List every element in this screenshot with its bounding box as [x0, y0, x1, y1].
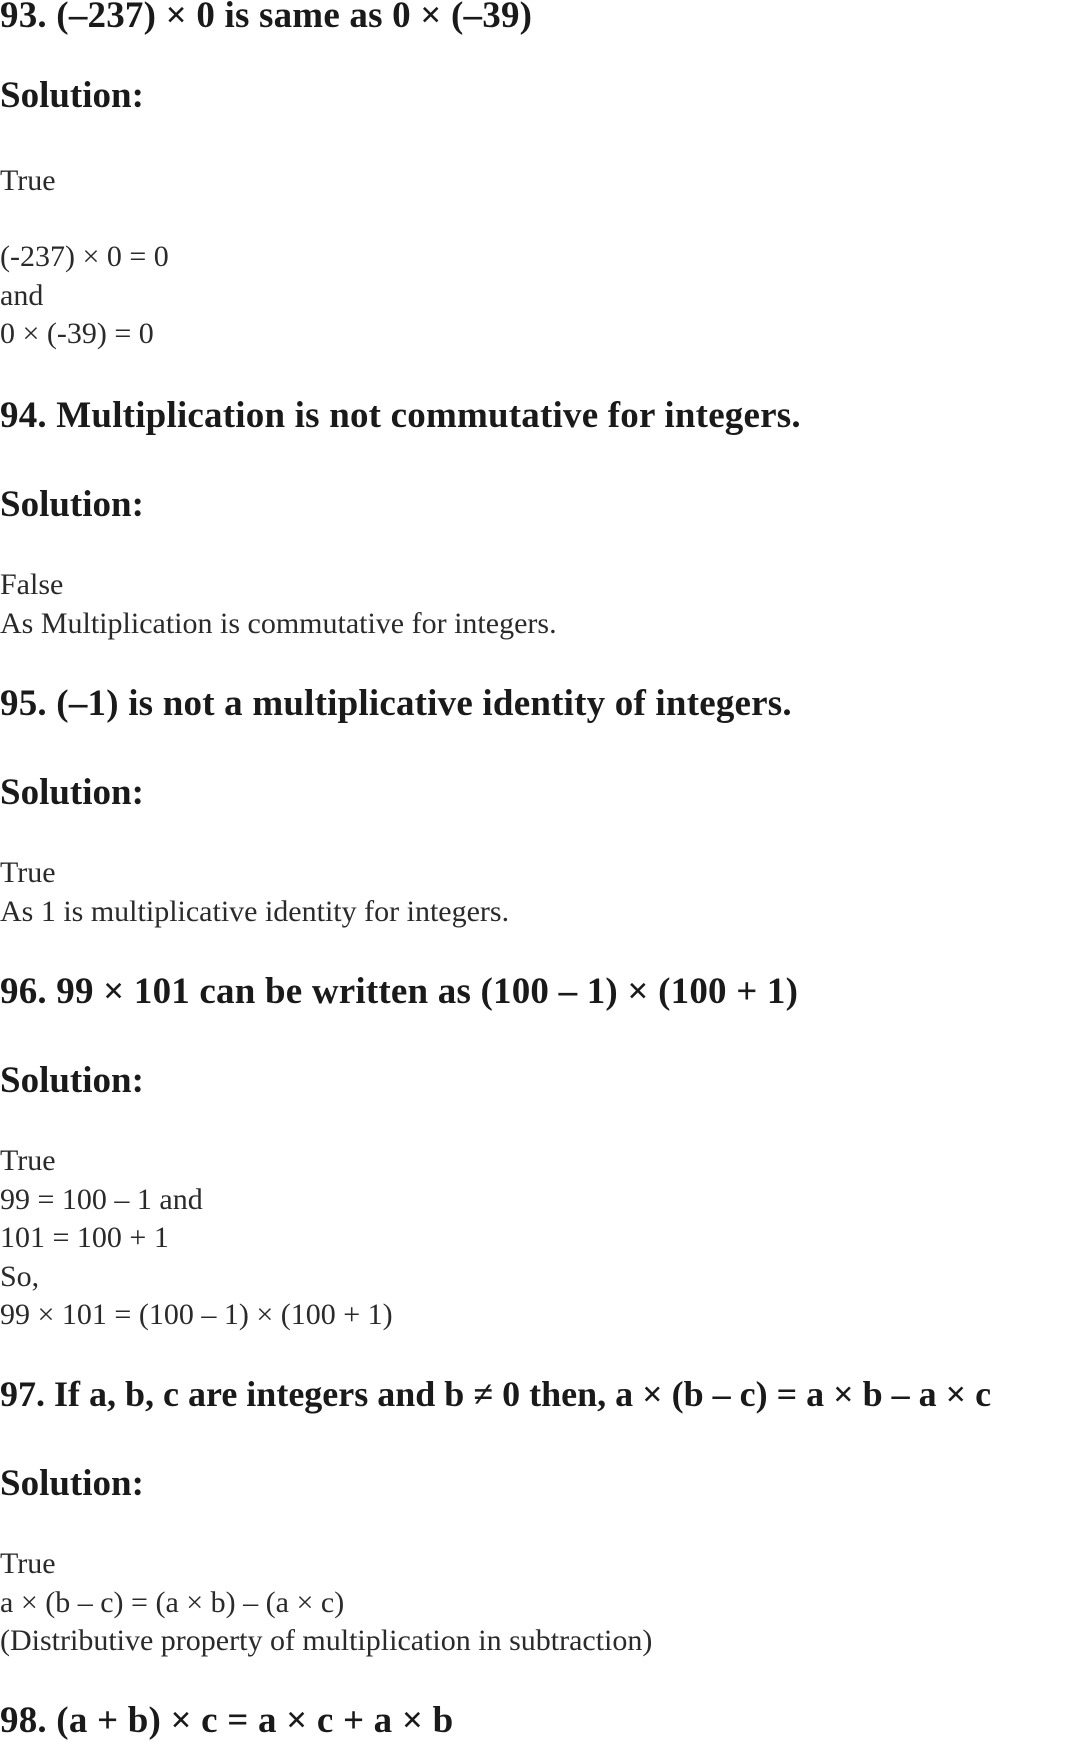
- question-93: 93. (–237) × 0 is same as 0 × (–39): [0, 0, 533, 36]
- solution-line: a × (b – c) = (a × b) – (a × c): [0, 1585, 345, 1619]
- solution-line: and: [0, 278, 44, 312]
- solution-body-95: [0, 854, 509, 931]
- solution-line: (-237) × 0 = 0: [0, 240, 169, 273]
- solution-label-93: Solution:: [0, 75, 144, 116]
- answer-93: True: [0, 164, 56, 197]
- solution-line: So,: [0, 1259, 40, 1293]
- solution-body-93: [0, 238, 169, 354]
- solution-line: True: [0, 1144, 56, 1177]
- solution-line: 0 × (-39) = 0: [0, 317, 154, 350]
- solution-body-96: [0, 1142, 393, 1335]
- solution-body-94: [0, 566, 557, 643]
- solution-line: True: [0, 856, 56, 889]
- question-94: 94. Multiplication is not commutative for integers.: [0, 395, 801, 436]
- solution-line: As 1 is multiplicative identity for integers.: [0, 894, 510, 928]
- solution-line: 99 × 101 = (100 – 1) × (100 + 1): [0, 1298, 393, 1331]
- solution-line: 101 = 100 + 1: [0, 1221, 169, 1254]
- solution-label-97: Solution:: [0, 1463, 144, 1504]
- solution-label-96: Solution:: [0, 1060, 144, 1101]
- solution-line: 99 = 100 – 1 and: [0, 1182, 203, 1216]
- solution-line: False: [0, 568, 64, 601]
- solution-label-94: Solution:: [0, 484, 144, 525]
- solution-line: True: [0, 1547, 56, 1580]
- question-97: 97. If a, b, c are integers and b ≠ 0 then, a × (b – c) = a × b – a × c: [0, 1374, 992, 1414]
- question-98: 98. (a + b) × c = a × c + a × b: [0, 1700, 454, 1741]
- solution-label-95: Solution:: [0, 772, 144, 813]
- question-96: 96. 99 × 101 can be written as (100 – 1) × (100 + 1): [0, 971, 799, 1012]
- question-95: 95. (–1) is not a multiplicative identity of integers.: [0, 683, 792, 724]
- solution-line: As Multiplication is commutative for integers.: [0, 606, 557, 640]
- solution-body-97: [0, 1545, 652, 1661]
- solution-line: (Distributive property of multiplication in subtraction): [0, 1624, 653, 1657]
